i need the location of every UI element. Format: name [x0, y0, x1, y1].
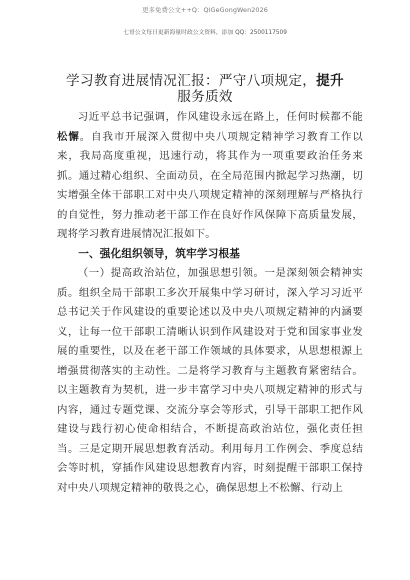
intro-text-2: 。自我市开展深入贯彻中央八项规定精神学习教育工作以来，我局高度重视，迅速行动，将其作为一项重要政治任务来抓。通过精心组织、全面动员，在全局范围内掀起学习热潮，切实增强全体干部职工对中央八项规定精神的深刻理解与严格执行的自觉性，努力推动老干部工作在良好作风保障下高质量发展，现将学习教育进展情况汇报如下。	[57, 130, 364, 240]
watermark-text: 更多免费公文++Q：QiGeGongWen2026	[142, 6, 268, 14]
intro-emphasis: 松懈	[57, 130, 80, 143]
title-line2: 服务质效	[177, 89, 233, 105]
document-body	[57, 108, 363, 498]
title-bold: 提升	[316, 73, 344, 89]
document-title	[46, 73, 364, 105]
section-1-paragraph: （一）提高政治站位，加强思想引领。一是深刻领会精神实质。组织全局干部职工多次开展集中学习研讨，深入学习习近平总书记关于作风建设的重要论述以及中央八项规定精神的内涵要义，让每一位干部职工清晰认识到作风建设对于党和国家事业发展的重要性，以及在老干部工作领域的具体要求，从思想根源上增强贯彻落实的主动性。二是将学习教育与主题教育紧密结合。以主题教育为契机，进一步丰富学习中央八项规定精神的形式与内容，通过专题党课、交流分享会等形式，引导干部职工把作风建设与践行初心使命相结合，不断提高政治站位，强化责任担当。三是定期开展思想教育活动。利用每月工作例会、季度总结会等时机，穿插作风建设思想教育内容，时刻提醒干部职工保持对中央八项规定精神的敬畏之心，确保思想上不松懈、行动上	[57, 267, 363, 494]
header-note: 七哥公文每日更新海量时政公文资料，添加 QQ：2500117509	[123, 30, 287, 36]
intro-text-1: 习近平总书记强调，作风建设永远在路上，任何时候都不能	[77, 111, 363, 123]
section-heading-1: 一、强化组织领导，筑牢学习根基	[78, 247, 241, 260]
title-main: 学习教育进展情况汇报：严守八项规定，	[66, 73, 317, 89]
intro-paragraph	[57, 108, 363, 245]
